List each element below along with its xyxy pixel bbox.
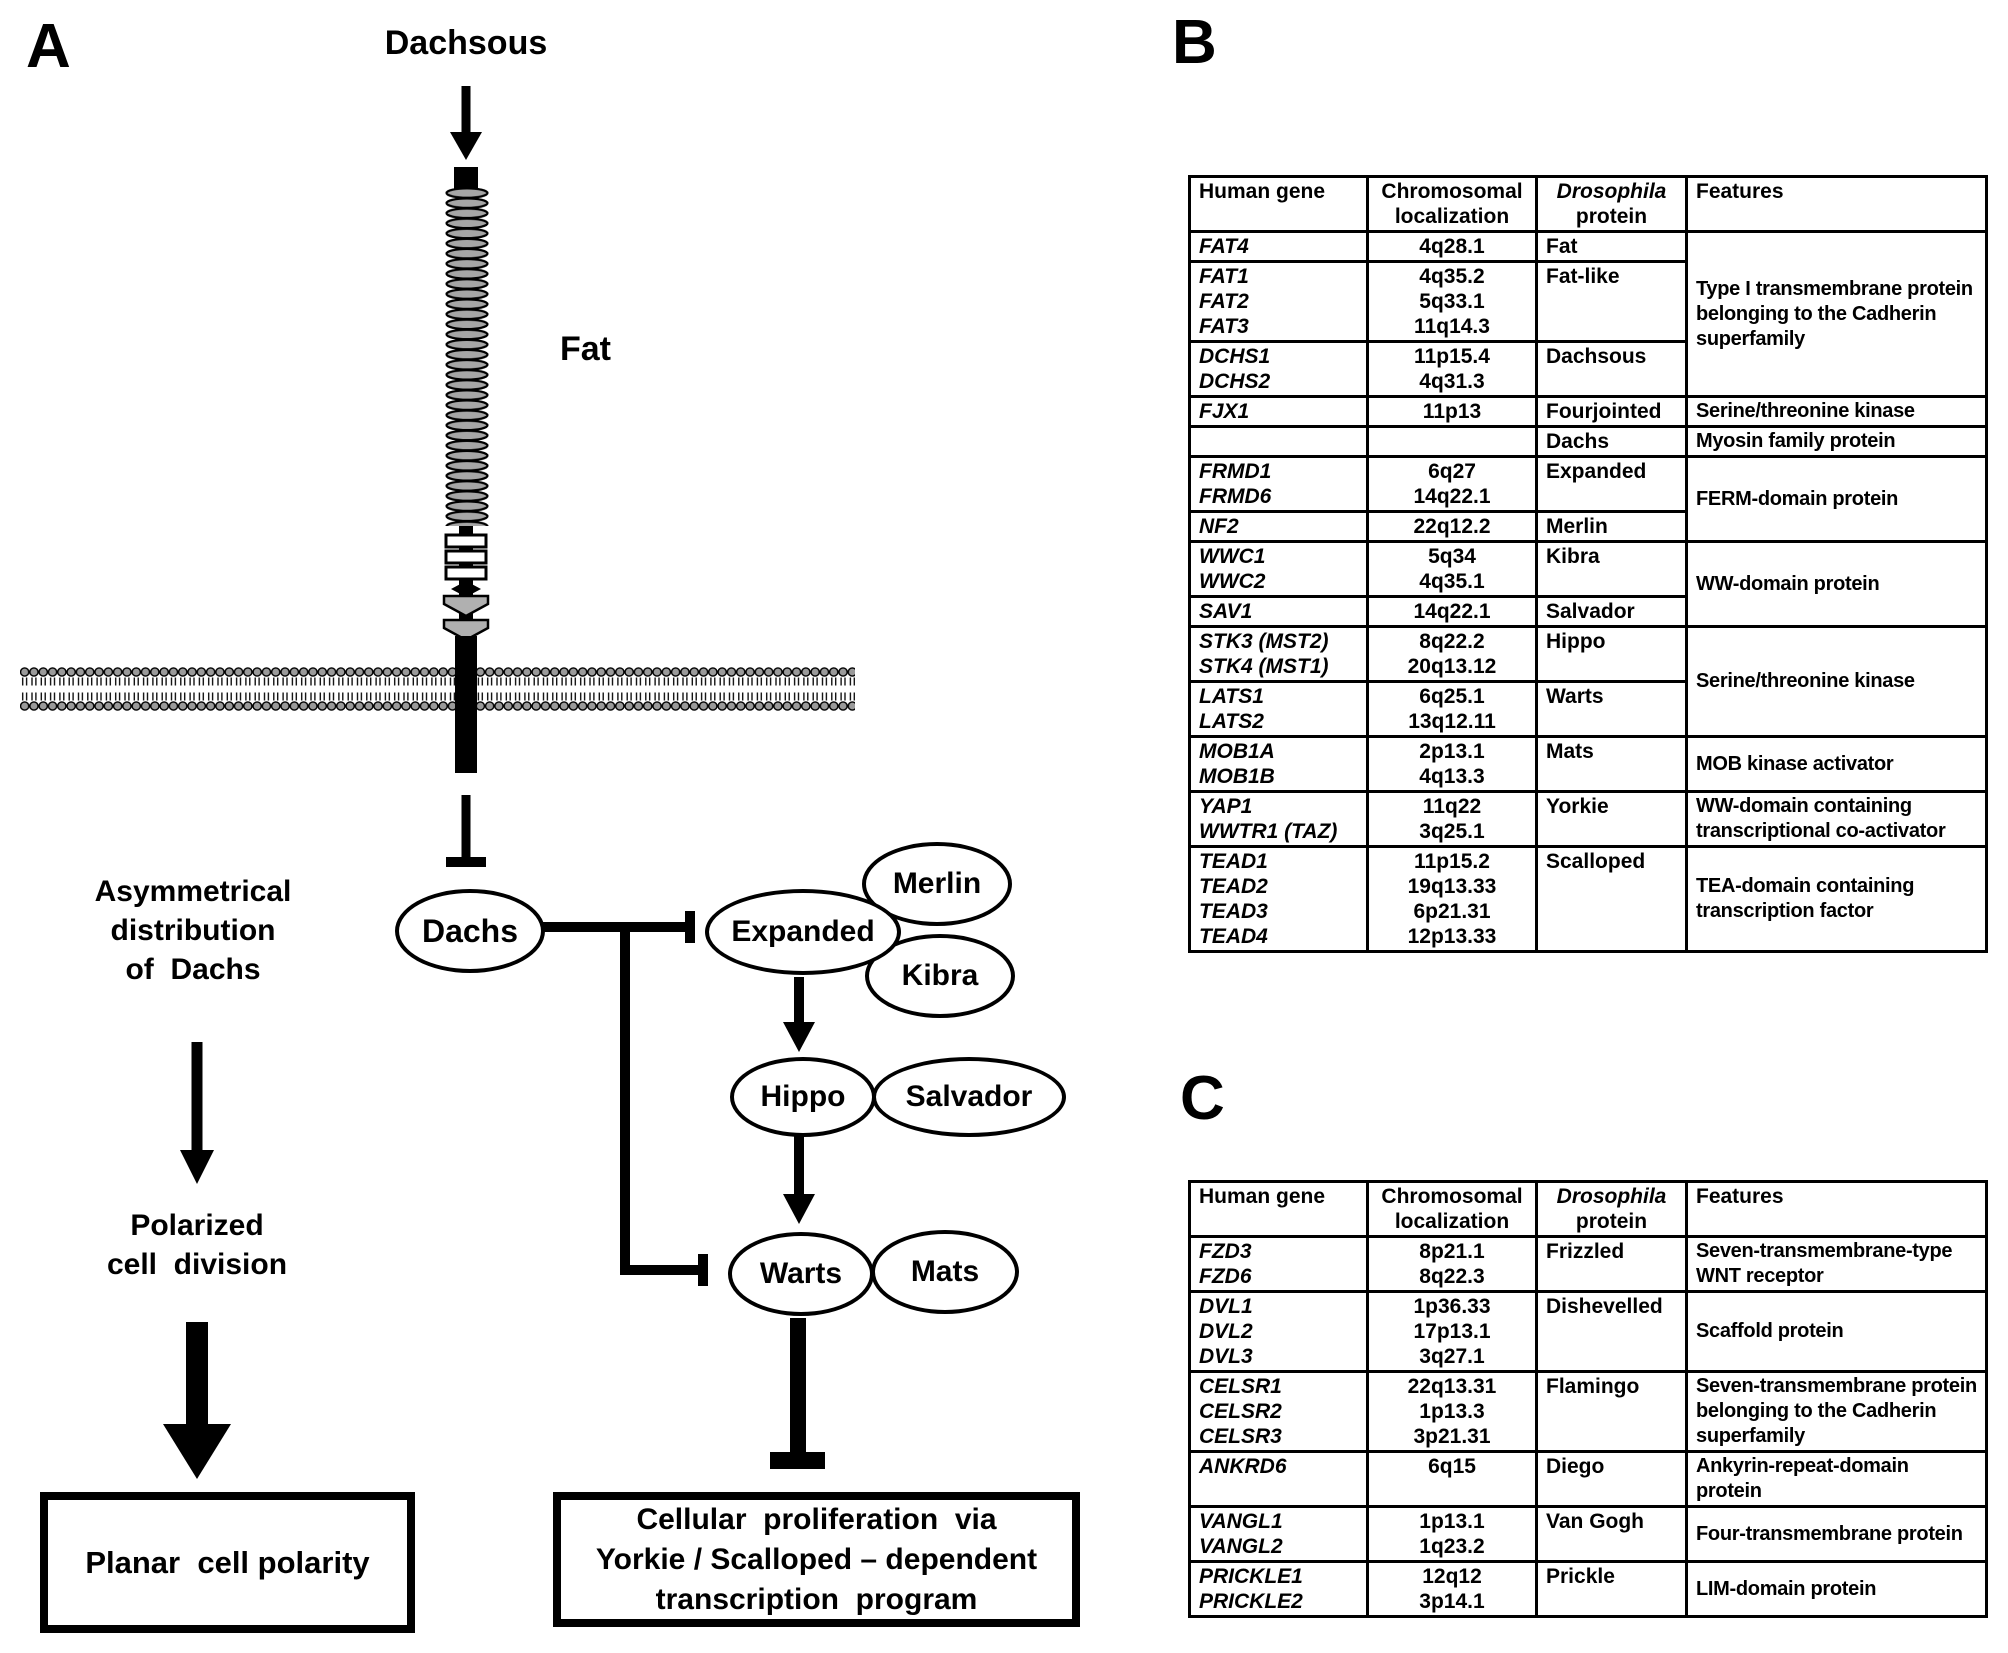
- cell-human-gene: FZD3 FZD6: [1190, 1237, 1368, 1292]
- text-line: of Dachs: [125, 953, 261, 986]
- cell-chromosomal-localization: 11p15.2 19q13.33 6p21.31 12p13.33: [1368, 847, 1537, 952]
- cell-features: TEA-domain containing transcription factor: [1687, 847, 1987, 952]
- cell-features: Serine/threonine kinase: [1687, 627, 1987, 737]
- hippo-to-warts-arrow: [783, 1135, 815, 1224]
- cell-human-gene: FJX1: [1190, 397, 1368, 427]
- table-row: [1190, 542, 1987, 597]
- cell-features: WW-domain containing transcriptional co-activator: [1687, 792, 1987, 847]
- text-line: Asymmetrical: [94, 875, 292, 908]
- transmembrane-domain: [455, 636, 477, 773]
- table-row: [1190, 1452, 1987, 1507]
- table-row: [1190, 847, 1987, 952]
- header-row: [1190, 1182, 1987, 1237]
- cell-chromosomal-localization: 11p13: [1368, 397, 1537, 427]
- dachs-inhibits-expanded-tbar: [540, 911, 690, 943]
- cell-chromosomal-localization: [1368, 427, 1537, 457]
- cell-drosophila-protein: Fat-like: [1537, 262, 1687, 342]
- dachs-oval: Dachs: [395, 889, 545, 973]
- proliferation-box: [553, 1492, 1080, 1627]
- cell-features: Ankyrin-repeat-domain protein: [1687, 1452, 1987, 1507]
- cell-human-gene: NF2: [1190, 512, 1368, 542]
- hippo-pathway-gene-table: [1188, 175, 1988, 953]
- text-line: transcription program: [655, 1582, 978, 1616]
- cell-chromosomal-localization: 14q22.1: [1368, 597, 1537, 627]
- cell-features: Scaffold protein: [1687, 1292, 1987, 1372]
- cell-human-gene: SAV1: [1190, 597, 1368, 627]
- table-row: [1190, 232, 1987, 262]
- cell-drosophila-protein: Diego: [1537, 1452, 1687, 1507]
- cell-drosophila-protein: Fourjointed: [1537, 397, 1687, 427]
- cell-drosophila-protein: Flamingo: [1537, 1372, 1687, 1452]
- cell-drosophila-protein: Prickle: [1537, 1562, 1687, 1617]
- cell-features: Seven-transmembrane-type WNT receptor: [1687, 1237, 1987, 1292]
- table-row: [1190, 427, 1987, 457]
- cell-chromosomal-localization: 1p36.33 17p13.1 3q27.1: [1368, 1292, 1537, 1372]
- cell-chromosomal-localization: 5q34 4q35.1: [1368, 542, 1537, 597]
- cell-features: Myosin family protein: [1687, 427, 1987, 457]
- table-row: [1190, 737, 1987, 792]
- cell-drosophila-protein: Hippo: [1537, 627, 1687, 682]
- cell-drosophila-protein: Expanded: [1537, 457, 1687, 512]
- dachs-inhibits-warts-tbar: [625, 927, 703, 1286]
- laminin-g-domain: [444, 596, 488, 616]
- cell-drosophila-protein: Mats: [1537, 737, 1687, 792]
- table-row: [1190, 1507, 1987, 1562]
- header-row: [1190, 177, 1987, 232]
- cell-human-gene: LATS1 LATS2: [1190, 682, 1368, 737]
- expanded-oval: Expanded: [705, 889, 901, 975]
- cell-features: LIM-domain protein: [1687, 1562, 1987, 1617]
- asymmetry-to-polarized-arrow: [180, 1042, 214, 1184]
- column-header: Features: [1687, 1182, 1987, 1237]
- cell-features: Seven-transmembrane protein belonging to the Cadherin superfamily: [1687, 1372, 1987, 1452]
- panel-a-label: A: [26, 12, 71, 81]
- cell-human-gene: DVL1 DVL2 DVL3: [1190, 1292, 1368, 1372]
- cell-drosophila-protein: Merlin: [1537, 512, 1687, 542]
- cell-human-gene: ANKRD6: [1190, 1452, 1368, 1507]
- dachsous-label: Dachsous: [384, 24, 548, 62]
- merlin-oval: Merlin: [862, 842, 1012, 926]
- column-header: Chromosomal localization: [1368, 1182, 1537, 1237]
- table-row: [1190, 1292, 1987, 1372]
- cell-human-gene: STK3 (MST2) STK4 (MST1): [1190, 627, 1368, 682]
- panel-c-label: C: [1180, 1064, 1225, 1133]
- cell-drosophila-protein: Dachsous: [1537, 342, 1687, 397]
- cell-drosophila-protein: Scalloped: [1537, 847, 1687, 952]
- hippo-oval: Hippo: [730, 1057, 876, 1137]
- column-header: Human gene: [1190, 177, 1368, 232]
- cell-human-gene: FAT1 FAT2 FAT3: [1190, 262, 1368, 342]
- cell-chromosomal-localization: 12q12 3p14.1: [1368, 1562, 1537, 1617]
- cell-drosophila-protein: Dishevelled: [1537, 1292, 1687, 1372]
- cell-chromosomal-localization: 1p13.1 1q23.2: [1368, 1507, 1537, 1562]
- cell-features: WW-domain protein: [1687, 542, 1987, 627]
- table-row: [1190, 627, 1987, 682]
- text-line: Yorkie / Scalloped – dependent: [595, 1542, 1038, 1576]
- column-header: Features: [1687, 177, 1987, 232]
- egf-domain: [446, 551, 486, 563]
- polarized-to-planar-arrow: [163, 1322, 231, 1479]
- cell-human-gene: PRICKLE1 PRICKLE2: [1190, 1562, 1368, 1617]
- cell-human-gene: TEAD1 TEAD2 TEAD3 TEAD4: [1190, 847, 1368, 952]
- cell-human-gene: DCHS1 DCHS2: [1190, 342, 1368, 397]
- cell-chromosomal-localization: 6q25.1 13q12.11: [1368, 682, 1537, 737]
- cell-human-gene: YAP1 WWTR1 (TAZ): [1190, 792, 1368, 847]
- kibra-oval: Kibra: [865, 934, 1015, 1018]
- cell-chromosomal-localization: 22q13.31 1p13.3 3p21.31: [1368, 1372, 1537, 1452]
- fat-label: Fat: [560, 330, 611, 368]
- expanded-to-hippo-arrow: [783, 977, 815, 1052]
- asymmetrical-distribution-text: [43, 872, 343, 989]
- cell-human-gene: FRMD1 FRMD6: [1190, 457, 1368, 512]
- cell-chromosomal-localization: 2p13.1 4q13.3: [1368, 737, 1537, 792]
- cell-human-gene: MOB1A MOB1B: [1190, 737, 1368, 792]
- panel-b-label: B: [1172, 8, 1217, 77]
- dachsous-binding-arrow: [450, 86, 482, 160]
- cell-human-gene: CELSR1 CELSR2 CELSR3: [1190, 1372, 1368, 1452]
- table-row: [1190, 1562, 1987, 1617]
- planar-cell-polarity-box: [40, 1492, 415, 1633]
- cell-drosophila-protein: Van Gogh: [1537, 1507, 1687, 1562]
- cell-drosophila-protein: Dachs: [1537, 427, 1687, 457]
- egf-domain: [446, 535, 486, 547]
- cell-human-gene: VANGL1 VANGL2: [1190, 1507, 1368, 1562]
- warts-inhibits-proliferation-tbar: [770, 1318, 825, 1469]
- table-row: [1190, 1372, 1987, 1452]
- column-header: Human gene: [1190, 1182, 1368, 1237]
- plasma-membrane: [20, 666, 855, 712]
- egf-domain: [446, 567, 486, 579]
- cell-human-gene: WWC1 WWC2: [1190, 542, 1368, 597]
- column-header: Chromosomal localization: [1368, 177, 1537, 232]
- cell-chromosomal-localization: 4q28.1: [1368, 232, 1537, 262]
- column-header: Drosophila protein: [1537, 177, 1687, 232]
- text-line: cell division: [106, 1248, 288, 1281]
- cell-features: Four-transmembrane protein: [1687, 1507, 1987, 1562]
- table-row: [1190, 1237, 1987, 1292]
- text-line: Planar cell polarity: [85, 1544, 370, 1580]
- cell-drosophila-protein: Fat: [1537, 232, 1687, 262]
- text-line: Polarized: [130, 1209, 264, 1242]
- text-line: Cellular proliferation via: [636, 1502, 997, 1536]
- warts-oval: Warts: [728, 1232, 874, 1316]
- fat-inhibits-dachs-tbar: [446, 795, 486, 862]
- cadherin-repeats: [446, 188, 489, 526]
- cell-chromosomal-localization: 11q22 3q25.1: [1368, 792, 1537, 847]
- polarized-cell-division-text: [47, 1206, 347, 1284]
- cell-chromosomal-localization: 8q22.2 20q13.12: [1368, 627, 1537, 682]
- table-row: [1190, 792, 1987, 847]
- cell-chromosomal-localization: 4q35.2 5q33.1 11q14.3: [1368, 262, 1537, 342]
- cell-drosophila-protein: Yorkie: [1537, 792, 1687, 847]
- linker-diamond: [451, 581, 481, 597]
- cell-human-gene: [1190, 427, 1368, 457]
- mats-oval: Mats: [871, 1230, 1019, 1314]
- cell-chromosomal-localization: 6q15: [1368, 1452, 1537, 1507]
- cell-drosophila-protein: Frizzled: [1537, 1237, 1687, 1292]
- salvador-oval: Salvador: [872, 1057, 1066, 1137]
- cell-features: FERM-domain protein: [1687, 457, 1987, 542]
- pcp-gene-table: [1188, 1180, 1988, 1618]
- cell-chromosomal-localization: 11p15.4 4q31.3: [1368, 342, 1537, 397]
- cell-drosophila-protein: Salvador: [1537, 597, 1687, 627]
- table-row: [1190, 457, 1987, 512]
- column-header: Drosophila protein: [1537, 1182, 1687, 1237]
- cell-features: MOB kinase activator: [1687, 737, 1987, 792]
- cell-drosophila-protein: Kibra: [1537, 542, 1687, 597]
- table-row: [1190, 397, 1987, 427]
- cell-features: Serine/threonine kinase: [1687, 397, 1987, 427]
- receptor-cap: [454, 167, 478, 189]
- cell-chromosomal-localization: 6q27 14q22.1: [1368, 457, 1537, 512]
- cell-chromosomal-localization: 8p21.1 8q22.3: [1368, 1237, 1537, 1292]
- cell-drosophila-protein: Warts: [1537, 682, 1687, 737]
- text-line: distribution: [110, 914, 276, 947]
- cell-human-gene: FAT4: [1190, 232, 1368, 262]
- cell-chromosomal-localization: 22q12.2: [1368, 512, 1537, 542]
- cell-features: Type I transmembrane protein belonging to the Cadherin superfamily: [1687, 232, 1987, 397]
